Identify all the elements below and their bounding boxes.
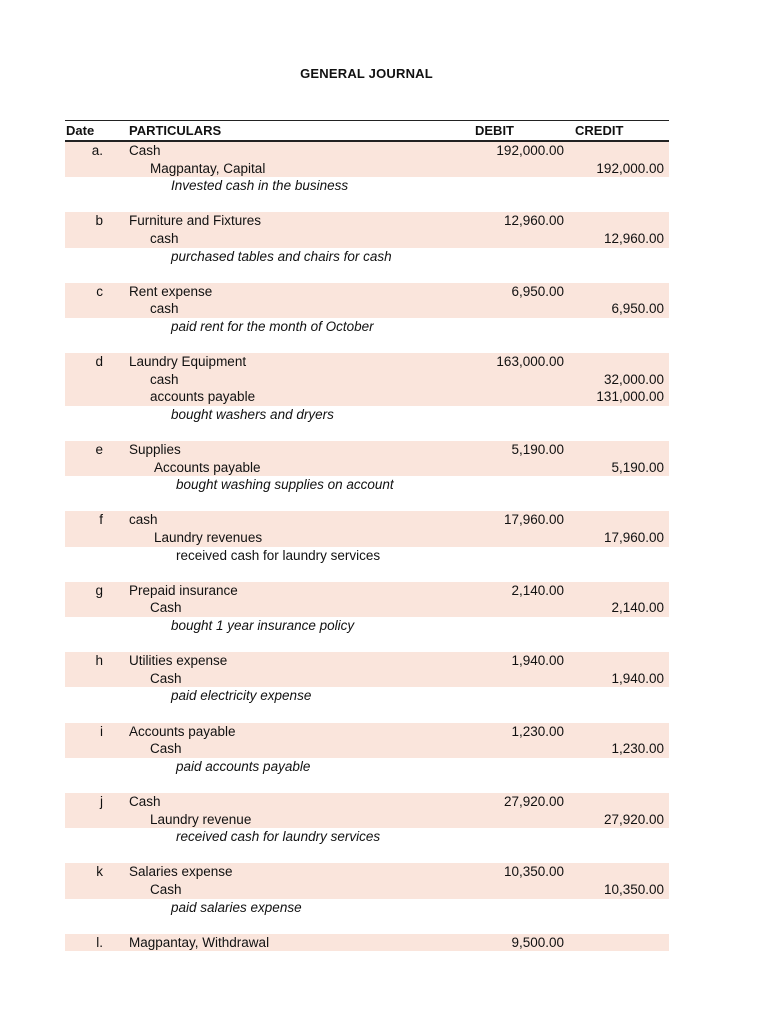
entry-description-line [65, 547, 669, 565]
credit-account: Laundry revenues [154, 530, 263, 546]
entry-description: Invested cash in the business [171, 178, 349, 194]
journal-debit-line [65, 934, 669, 952]
journal-credit-line [65, 388, 669, 406]
journal-debit-line [65, 212, 669, 230]
entry-spacer [65, 494, 669, 512]
entry-description-line [65, 406, 669, 424]
entry-spacer [65, 916, 669, 934]
entry-date: e [95, 442, 103, 458]
debit-amount: 2,140.00 [511, 582, 564, 598]
debit-amount: 192,000.00 [496, 143, 564, 158]
debit-account: Rent expense [129, 283, 213, 299]
entry-description-line [65, 828, 669, 846]
credit-amount: 192,000.00 [596, 160, 664, 176]
journal-credit-line [65, 230, 669, 248]
debit-account: Utilities expense [129, 653, 228, 669]
entry-spacer [65, 846, 669, 864]
debit-account: Furniture and Fixtures [129, 213, 262, 229]
journal-debit-line [65, 142, 669, 160]
credit-amount: 12,960.00 [603, 230, 664, 246]
debit-account: Prepaid insurance [129, 582, 238, 598]
credit-account: Cash [150, 741, 182, 757]
journal-credit-line [65, 160, 669, 178]
debit-account: Cash [129, 793, 161, 809]
debit-amount: 17,960.00 [503, 512, 564, 528]
entry-description: paid accounts payable [176, 758, 311, 774]
debit-account: cash [129, 512, 158, 528]
journal-credit-line [65, 811, 669, 829]
credit-amount: 131,000.00 [596, 389, 664, 405]
credit-account: Laundry revenue [150, 811, 252, 827]
header-date: Date [66, 123, 95, 138]
journal-debit-line [65, 441, 669, 459]
journal-debit-line [65, 283, 669, 301]
entry-date: l. [96, 934, 103, 950]
debit-amount: 6,950.00 [511, 283, 564, 299]
debit-account: Salaries expense [129, 864, 233, 880]
credit-amount: 17,960.00 [603, 530, 664, 546]
page-title: GENERAL JOURNAL [300, 66, 433, 81]
entry-description-line [65, 318, 669, 336]
entry-description-line [65, 177, 669, 195]
credit-amount: 10,350.00 [603, 881, 664, 897]
journal-credit-line [65, 670, 669, 688]
credit-account: Cash [150, 670, 182, 686]
entry-description-line [65, 248, 669, 266]
credit-account: Cash [150, 881, 182, 897]
credit-account: Magpantay, Capital [150, 160, 266, 176]
header-credit: CREDIT [575, 123, 624, 138]
entry-spacer [65, 705, 669, 723]
debit-account: Supplies [129, 442, 181, 458]
journal-debit-line [65, 582, 669, 600]
credit-account: cash [150, 230, 179, 246]
entry-date: h [95, 653, 103, 669]
journal-debit-line [65, 652, 669, 670]
entry-description: bought 1 year insurance policy [171, 618, 355, 634]
entry-date: d [95, 354, 103, 370]
credit-account: Cash [150, 600, 182, 616]
journal-credit-line [65, 459, 669, 477]
entry-date: f [99, 512, 103, 528]
debit-amount: 163,000.00 [496, 354, 564, 370]
entry-date: c [96, 283, 103, 299]
header-debit: DEBIT [475, 123, 514, 138]
credit-amount: 1,940.00 [611, 670, 664, 686]
debit-account: Laundry Equipment [129, 354, 247, 370]
entry-description: paid rent for the month of October [171, 318, 374, 334]
entry-description-line [65, 617, 669, 635]
credit-account: Accounts payable [154, 459, 261, 475]
credit-amount: 6,950.00 [611, 301, 664, 317]
entry-description: received cash for laundry services [176, 829, 381, 845]
entry-spacer [65, 265, 669, 283]
debit-account: Cash [129, 143, 161, 158]
debit-amount: 27,920.00 [503, 793, 564, 809]
entry-spacer [65, 336, 669, 354]
entry-description: received cash for laundry services [176, 547, 381, 563]
entry-description: paid electricity expense [171, 688, 312, 704]
debit-account: Magpantay, Withdrawal [129, 934, 270, 950]
journal-debit-line [65, 723, 669, 741]
journal-credit-line [65, 529, 669, 547]
entry-date: g [95, 582, 103, 598]
credit-account: cash [150, 301, 179, 317]
debit-amount: 1,940.00 [511, 653, 564, 669]
debit-account: Accounts payable [129, 723, 236, 739]
debit-amount: 9,500.00 [511, 934, 564, 950]
table-header [65, 120, 669, 142]
journal-credit-line [65, 881, 669, 899]
debit-amount: 5,190.00 [511, 442, 564, 458]
debit-amount: 10,350.00 [503, 864, 564, 880]
credit-account: accounts payable [150, 389, 256, 405]
entry-description-line [65, 899, 669, 917]
journal-debit-line [65, 863, 669, 881]
debit-amount: 12,960.00 [503, 213, 564, 229]
entry-description: purchased tables and chairs for cash [171, 248, 392, 264]
journal-credit-line [65, 740, 669, 758]
entry-description: bought washing supplies on account [176, 477, 394, 493]
journal-debit-line [65, 511, 669, 529]
entry-spacer [65, 775, 669, 793]
entry-date: b [95, 213, 103, 229]
entry-date: i [100, 723, 103, 739]
entry-spacer [65, 195, 669, 213]
journal-credit-line [65, 300, 669, 318]
journal-debit-line [65, 793, 669, 811]
entry-spacer [65, 564, 669, 582]
journal-entries [65, 142, 669, 951]
journal-debit-line [65, 353, 669, 371]
entry-date: j [100, 793, 103, 809]
entry-spacer [65, 424, 669, 442]
general-journal-table [65, 120, 669, 951]
entry-date: a. [91, 143, 103, 158]
entry-description-line [65, 687, 669, 705]
entry-description-line [65, 476, 669, 494]
entry-description: paid salaries expense [171, 899, 302, 915]
header-particulars: PARTICULARS [129, 123, 222, 138]
entry-description-line [65, 758, 669, 776]
credit-amount: 1,230.00 [611, 741, 664, 757]
entry-date: k [96, 864, 103, 880]
credit-account: cash [150, 371, 179, 387]
debit-amount: 1,230.00 [511, 723, 564, 739]
entry-spacer [65, 635, 669, 653]
journal-credit-line [65, 599, 669, 617]
credit-amount: 32,000.00 [603, 371, 664, 387]
credit-amount: 27,920.00 [603, 811, 664, 827]
credit-amount: 5,190.00 [611, 459, 664, 475]
journal-credit-line [65, 371, 669, 389]
entry-description: bought washers and dryers [171, 406, 334, 422]
credit-amount: 2,140.00 [611, 600, 664, 616]
